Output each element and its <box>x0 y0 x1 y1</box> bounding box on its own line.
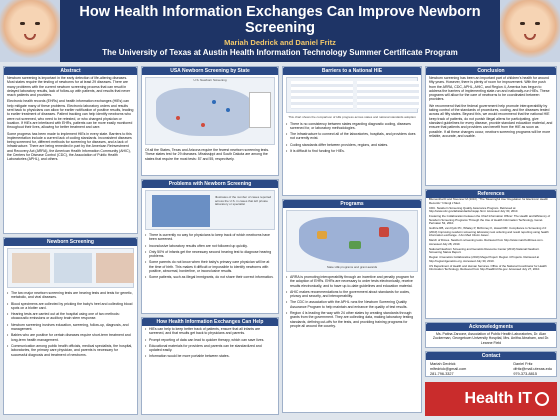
list-item: • HIEs can help to keep better track of patients, ensure that all infants are screened, and that results get back to physicians and parents. <box>145 327 275 336</box>
reference-item: Region 4 Genetics Collaborative (2010) Mega Project: Region 4 Projects. Retrieved at http://region4genetics.org. Accessed July 30, 2010. <box>429 255 540 263</box>
conclusion-section <box>425 66 557 186</box>
contact-email[interactable]: mlfedrick@gmail.com <box>430 367 467 371</box>
reference-item: Blumenthal D and Tavenner M (2010). "The 'Meaningful Use' Regulation for Electronic Health Records." N Engl J Med. <box>429 197 549 205</box>
barriers-heading: Barriers to a National HIE <box>283 67 421 75</box>
programs-list <box>283 274 421 331</box>
list-item: • Babies who are positive for certain diseases require short-term treatment and long-term health management. <box>7 333 134 342</box>
problems-section <box>141 179 279 314</box>
hearing-test-photo <box>96 253 134 283</box>
column-4 <box>425 66 557 380</box>
barriers-table-image <box>357 81 419 109</box>
baby-photo-right <box>500 0 560 62</box>
mouth-mark <box>524 34 536 40</box>
acknowledgments-section <box>425 322 557 348</box>
hie-help-section <box>141 317 279 415</box>
contact-phone: 979-373-8815 <box>513 372 537 376</box>
reference-item: Guthrie RB, van Dyck PC, Whaley P, McKinney K, Howell RR. Compliance to Screening 2.0 (2010) Improving newborn screening laboratory test ordering and result reporting using health information exchange. J Am Med Inform Assoc. <box>429 226 549 237</box>
state-dot <box>176 116 180 120</box>
contact-name: Mariah Dedrick <box>430 362 456 366</box>
programs-section <box>282 199 422 413</box>
contact-email[interactable]: dfritz@mail.utexas.edu <box>513 367 552 371</box>
list-item: • Hearing tests are carried out at the hospital using one of two methods: otoacoustic emissions or auditory brain stem response. <box>7 312 134 321</box>
usa-map-caption: Of all the States, Texas and Arizona require the fewest newborn screening tests. These states test for 29 diseases. Mississippi and South Dakota are among the states that require the most tests: 57 and 55, respectively. <box>145 148 270 161</box>
list-item: • It is difficult to find funding for HIEs. <box>286 149 418 153</box>
acknowledgments-text: Ms. Patina Zarcone, Association of Public Health Laboratories, Dr. Alan Zuckerman, Georgetown University Hospital, Mrs. Anitha Abraham, and Dr. Leanne Field <box>432 332 550 345</box>
list-item: • The two major newborn screening tests are hearing tests and tests for genetic, metabolic, and viral diseases. <box>7 291 134 300</box>
eye-mark <box>535 22 540 25</box>
list-item: • Newborn screening involves education, screening, follow-up, diagnosis, and management. <box>7 323 134 332</box>
blotter-card-photo <box>54 253 92 283</box>
newborn-screening-section <box>3 237 138 415</box>
problems-chart <box>145 190 275 230</box>
list-item: • Some parents do not know when their baby's primary care physician will be at the time of birth. This makes it difficult or impossible to identify newborns with positive, abnormal, borderline, or inconclusive results. <box>145 260 275 273</box>
column-1 <box>3 66 138 416</box>
barriers-section <box>282 66 422 196</box>
list-item: • Only 50% of infants get the necessary second hearing test to diagnose hearing problems. <box>145 250 275 259</box>
baby-photo-left <box>0 0 60 62</box>
usa-map-figure <box>145 77 275 145</box>
state-dot <box>226 108 230 112</box>
contact-heading: Contact <box>426 352 556 360</box>
newborn-screening-list <box>4 290 137 360</box>
heel-prick-photo <box>12 253 50 283</box>
contact-grid <box>426 360 556 379</box>
usa-map-shape <box>156 88 254 136</box>
poster-header <box>0 0 560 62</box>
barriers-table-image <box>291 81 353 109</box>
logo-text: Health IT <box>464 390 532 407</box>
contact-phone: 281-796-3327 <box>430 372 454 376</box>
usa-map-title: U.S. Newborn Screening <box>193 78 227 82</box>
list-item: • Inconclusive laboratory results often are not followed up quickly. <box>145 244 275 248</box>
usa-map-heading: USA Newborn Screening by State <box>142 67 278 75</box>
health-it-logo <box>425 382 557 416</box>
abstract-section <box>3 66 138 234</box>
list-item: • The CDC in association with the APHL runs the Newborn Screening Quality Assurance Program to help maintain and enhance the quality of test results. <box>286 300 418 309</box>
reference-item: Fostering the Collaboration between the Chief Information Officer: The Health and Efficiency of Newborn Screening Programs Through the Use of Health Information Technology. Genet. Perinatal. 52, 2010. <box>429 214 550 225</box>
eye-mark <box>20 22 25 25</box>
programs-map-caption: State HIE programs and grant awards <box>326 265 378 270</box>
chart-image <box>152 195 210 227</box>
reference-item: CDC. Newborn Screening Quality Assurance Program. Retrieved at http://www.cdc.gov/labstandards/nsqap.html. Accessed July 30, 2010. <box>429 205 519 213</box>
list-item: • Educational materials for providers and parents can be standardized and updated easily. <box>145 344 275 353</box>
usa-map-section <box>141 66 279 176</box>
barriers-figure <box>286 77 418 113</box>
contact-section <box>425 351 557 377</box>
poster-affiliation: The University of Texas at Austin Health Information Technology Summer Certificate Program <box>102 48 458 57</box>
references-heading: References <box>426 190 556 198</box>
list-item: • Prompt reporting of data can lead to quicker therapy, which can save lives. <box>145 338 275 342</box>
list-item: • Region 4 is leading the way with 24 other states by creating standards through grants from the government. They are collecting data, making laboratory testing standards, defining cut-offs for the tests, and providing training programs for people all around the country. <box>286 311 418 328</box>
region-mark <box>379 227 389 237</box>
conclusion-paragraph: We recommend that the federal government help promote interoperability by taking control of the standards of procedures, coding, and the diseases tested across all fifty states. Beyond this, we would recommend that the national HIE keep track of patients, do not punish illegal aliens for participating, give standard guidelines for every disease, provide standard education material, and ensure that patients and providers can benefit from the HIE as soon as possible. If all these changes occur, newborn screening programs will be more reliable, accurate, and usable. <box>429 103 553 138</box>
list-item: • There is currently no way for physicians to keep track of which newborns have been screened. <box>145 233 275 242</box>
contact-name: Daniel Fritz <box>513 362 533 366</box>
list-item: • Communication among public health officials, medical specialists, the hospital, laboratories, the primary care physician, and parents is necessary for successful diagnosis and treatment of newborns. <box>7 344 134 357</box>
list-item: • Blood specimens are collected by pricking the baby's heel and collecting blood spots on a blotter card. <box>7 302 134 311</box>
list-item: • The infrastructure to connect all of the laboratories, hospitals, and providers does not currently exist. <box>286 132 418 141</box>
reference-item: National Newborn Screening and Genetics Resource Center (2010) National Newborn Screening Status Report. <box>429 246 540 254</box>
reference-item: March of Dimes. Newborn screening tests. Retrieved from http://www.marchofdimes.com. Accessed July 28, 2010. <box>429 238 544 246</box>
newborn-screening-heading: Newborn Screening <box>4 238 137 246</box>
state-dot <box>201 123 205 127</box>
eye-mark <box>35 22 40 25</box>
problems-list <box>142 232 278 283</box>
list-item: • Coding standards differ between providers, regions, and states. <box>286 143 418 147</box>
problems-chart-caption: Illustrates of the number of cases reported across the U.S. in cases that left private laboratory or specialist <box>215 195 272 207</box>
eye-mark <box>520 22 525 25</box>
hie-help-list <box>142 326 278 362</box>
poster-title: How Health Information Exchanges Can Improve Newborn Screening <box>79 4 481 36</box>
contact-card <box>430 362 466 377</box>
region-mark <box>317 231 327 239</box>
contact-card <box>513 362 552 377</box>
barriers-list <box>283 121 421 157</box>
newborn-screening-photos <box>7 248 134 288</box>
programs-map-shape <box>299 217 409 263</box>
list-item: • There is no consistency between states regarding diagnostic coding, diseases screened for, or laboratory methodologies. <box>286 122 418 131</box>
hie-help-heading: How Health Information Exchanges Can Help <box>142 318 278 326</box>
column-3 <box>282 66 422 416</box>
poster-authors: Mariah Dedrick and Daniel Fritz <box>224 38 336 47</box>
abstract-paragraph: Some progress has been made to implement HIEs in every state. Barriers to this implementation include a current lack of coding standards. Inconsistent diseases being screened for, different methods for screening for diseases, and a lack of infrastructure. There are being remedied in part by the American Reinvestment and Recovery Act (ARRA), the American Health Information Community (AHIC), the Centers for Disease Control (CDC), the Association of Public Health Laboratories (APHL), and others. <box>7 131 132 162</box>
mouth-mark <box>24 34 36 40</box>
abstract-heading: Abstract <box>4 67 137 75</box>
column-2 <box>141 66 279 416</box>
abstract-paragraph: Electronic health records (EHRs) and health information exchanges (HIEs) can help mitigate many of these problems. Electronic laboratory orders and results sent back to physicians can allow for earlier notification of positive results, leading to earlier treatment of diseases. Patient tracking can help identify newborns who were not screened, who need to be retested, or who changed physician or location. If HIEs are interfaced with EHRs, patients can be more easily monitored throughout their lives, allowing for better treatment and care. <box>7 99 134 130</box>
list-item: • Some patients, such as illegal immigrants, do not share their correct information. <box>145 275 275 279</box>
state-dot <box>212 100 216 104</box>
abstract-paragraph: Newborn screening is important in the early detection of life-altering diseases. Most states require the testing of newborns for at least 29 diseases. There are many problems with the current newborn screening process that can result in delayed laboratory results, lack of follow-up with patients, and results that never reach patients and providers. <box>7 76 131 98</box>
shield-icon <box>535 392 549 406</box>
reference-item: US Department of Health and Human Services. Office of the National Coordinator for Health Information Technology. Retrieved from http://healthit.hhs.gov. Accessed July 27, 2010. <box>429 263 547 271</box>
programs-map <box>286 210 418 272</box>
conclusion-heading: Conclusion <box>426 67 556 75</box>
problems-heading: Problems with Newborn Screening <box>142 180 278 188</box>
barriers-figure-caption: This chart shows the comparison of HIE progress across states and national standards adoption <box>288 115 416 119</box>
list-item: • ARRA is promoting interoperability through an incentive and penalty program for the adoption of EHRs. EHRs are necessary to order tests electronically, receive results electronically, and to have up-to-date guidelines and education material. <box>286 275 418 288</box>
list-item: • AHIC makes recommendations to the government about standards for codes, privacy and security, and interoperability. <box>286 290 418 299</box>
region-mark <box>349 241 361 249</box>
acknowledgments-heading: Acknowledgments <box>426 323 556 331</box>
map-legend <box>249 92 271 128</box>
list-item: • Information would be more portable between states. <box>145 354 275 358</box>
conclusion-paragraph: Newborn screening has been an important part of children's health for around fifty years. However, there is plenty of room for improvement. With the push from the ARRA, CDC, APHL, AHIC, and Region 4, America has begun to address the barriers of implementing state-run and nationally-run HIEs. These programs will allow for the care of newborns to be coordinated between providers. <box>429 76 550 102</box>
programs-heading: Programs <box>283 200 421 208</box>
references-section <box>425 189 557 319</box>
